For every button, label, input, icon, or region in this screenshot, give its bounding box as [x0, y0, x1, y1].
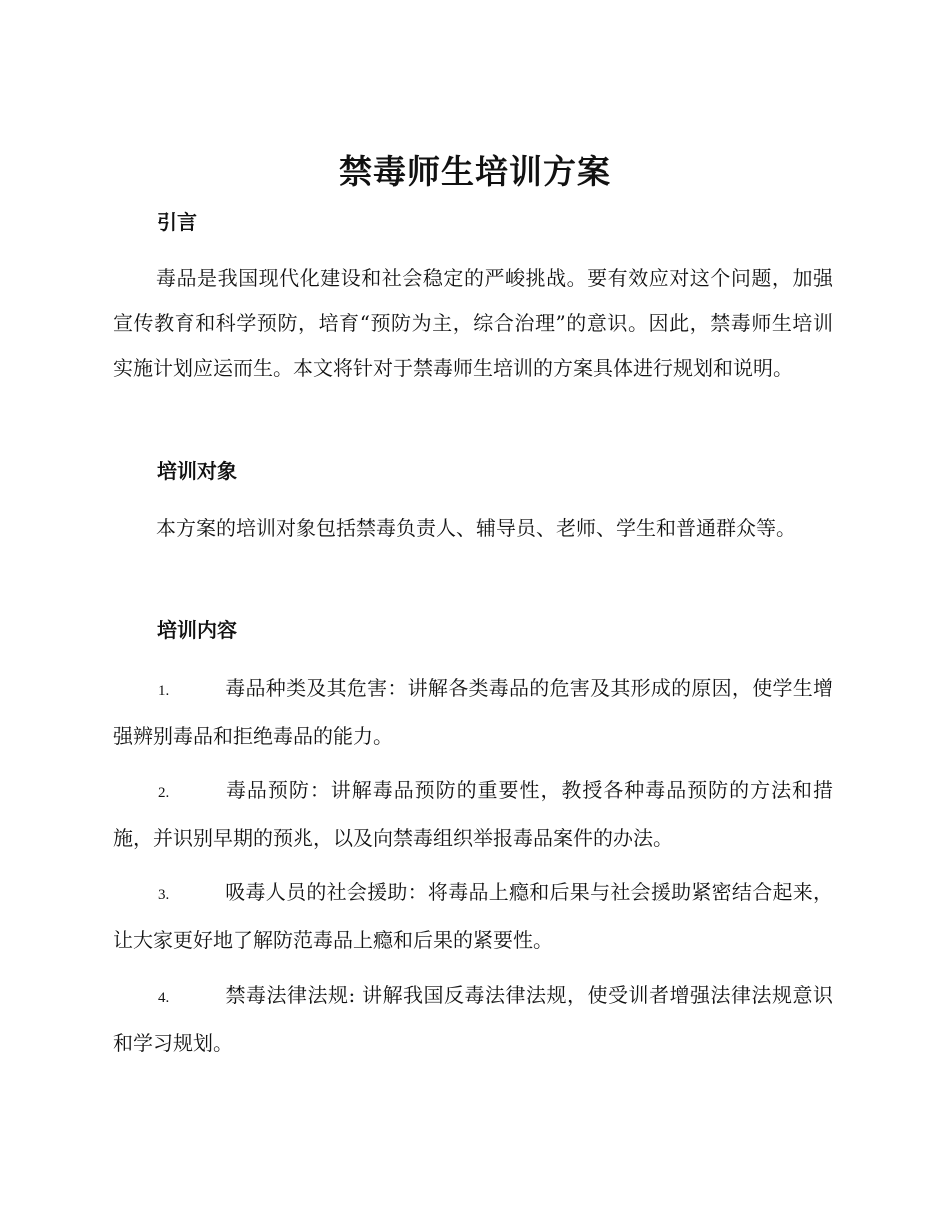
content-list-item	[113, 666, 833, 759]
list-item-text: 毒品种类及其危害：讲解各类毒品的危害及其形成的原因，使学生增强辨别毒品和拒绝毒品的能力。	[113, 676, 833, 748]
list-item-number: 4.	[158, 990, 170, 1006]
list-item-text: 吸毒人员的社会援助：将毒品上瘾和后果与社会援助紧密结合起来，让大家更好地了解防范毒品上瘾和后果的紧要性。	[113, 880, 833, 952]
audience-paragraph: 本方案的培训对象包括禁毒负责人、辅导员、老师、学生和普通群众等。	[156, 516, 796, 540]
list-item-text: 禁毒法律法规: 讲解我国反毒法律法规，使受训者增强法律法规意识和学习规划。	[113, 983, 833, 1055]
content-list-item	[113, 973, 833, 1066]
intro-paragraph: 毒品是我国现代化建设和社会稳定的严峻挑战。要有效应对这个问题，加强宣传教育和科学预防，培育“预防为主，综合治理”的意识。因此，禁毒师生培训实施计划应运而生。本文将针对于禁毒师生培训的方案具体进行规划和说明。	[113, 266, 833, 380]
document-title: 禁毒师生培训方案	[339, 152, 611, 191]
section-heading-intro: 引言	[157, 210, 197, 234]
section-heading-audience: 培训对象	[157, 459, 237, 483]
content-list-item	[113, 768, 833, 861]
list-item-number: 2.	[158, 785, 170, 801]
list-item-number: 3.	[158, 887, 170, 903]
section-heading-content: 培训内容	[157, 618, 237, 642]
content-list-item	[113, 870, 833, 963]
list-item-number: 1.	[158, 683, 170, 699]
list-item-text: 毒品预防：讲解毒品预防的重要性，教授各种毒品预防的方法和措施，并识别早期的预兆，以及向禁毒组织举报毒品案件的办法。	[113, 778, 833, 850]
